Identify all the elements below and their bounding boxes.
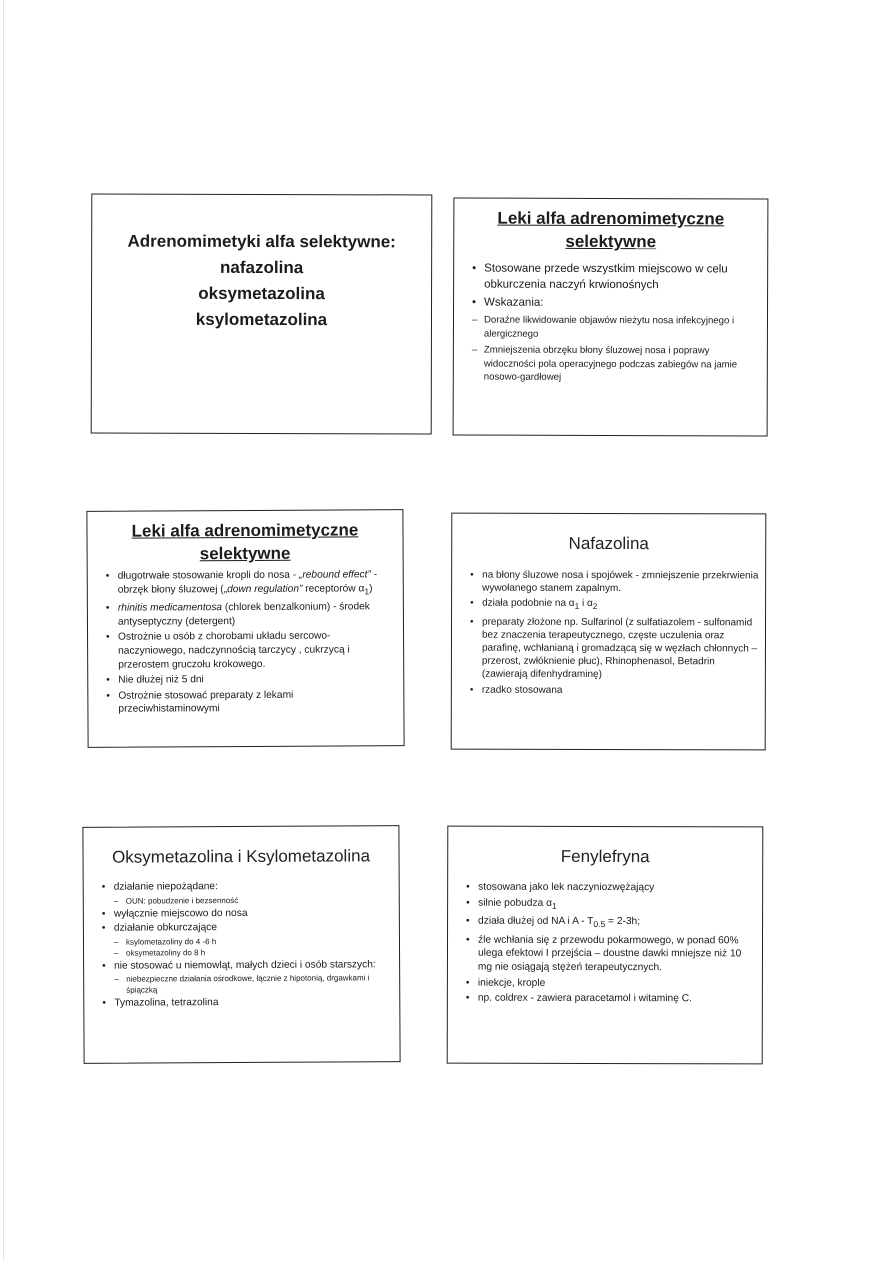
bullet-item <box>464 896 756 913</box>
slide-3-bullets <box>104 568 404 717</box>
slide-1-title-line: nafazolina <box>220 257 304 278</box>
sub-bullet-item: – ksylometazoliny do 4 -6 h <box>112 935 393 947</box>
bullet-item: • preparaty złożone np. Sulfarinol (z sulfatiazolem - sulfonamid bez znaczenia terapeutycznego, częste uczulenia oraz parafinę, wchłanianą i gromadzącą się w węzłach chłonnych – przerost, zwłóknienie płuc), Rhinophenasol, Betadrin (zawierają difenhydraminę) <box>468 615 759 682</box>
slide-2-bullets <box>470 261 767 312</box>
slide-2-title-line: selektywne <box>565 231 657 252</box>
bullet-item: • rzadko stosowana <box>468 683 759 697</box>
slide-6-bullets <box>464 881 762 1007</box>
slide-4-title: Nafazolina <box>568 533 649 554</box>
bullet-item: • nie stosować u niemowląt, małych dzieci i osób starszych: <box>100 958 393 973</box>
slide-1 <box>91 194 433 435</box>
subscript: 0.5 <box>593 919 606 930</box>
slide-4-bullets <box>468 569 765 698</box>
bullet-item: • działanie obkurczające <box>100 920 393 935</box>
slide-1-title-line: oksymetazolina <box>198 283 325 304</box>
slide-2-title-line: Leki alfa adrenomimetyczne <box>497 208 725 229</box>
bullet-item: • na błony śluzowe nosa i spojówek - zmniejszenie przekrwienia wywołanego stanem zapalnym. <box>468 569 759 596</box>
text-run: - obrzęk błony śluzowej („ <box>117 569 378 596</box>
bullet-item <box>104 568 397 600</box>
slide-6 <box>447 826 764 1065</box>
bullet-item: • Ostrożnie stosować preparaty z lekami przeciwhistaminowymi <box>104 688 397 717</box>
sub-bullet-item: – Zmniejszenia obrzęku błony śluzowej nosa i poprawy widoczności pola operacyjnego podczas zabiegów na jamie nosowo-gardłowej <box>470 344 761 386</box>
sub-list <box>100 973 399 997</box>
sub-bullet-item: – oksymetazoliny do 8 h <box>112 946 393 958</box>
sub-bullet-item: – OUN: pobudzenie i bezsenność <box>112 894 393 906</box>
bullet-item: • Tymazolina, tetrazolina <box>100 996 393 1011</box>
bullet-item: • Nie dłużej niż 5 dni <box>104 672 397 687</box>
sub-list <box>100 894 399 907</box>
bullet-item: • źle wchłania się z przewodu pokarmowego, w ponad 60% ulega efektowi I przejścia – doustne dawki mniejsze niż 10 mg nie osiągają stężeń terapeutycznych. <box>464 933 756 975</box>
slide-2 <box>453 197 769 436</box>
slide-3-title-line: Leki alfa adrenomimetyczne <box>131 520 359 541</box>
text-run-italic: down regulation” <box>227 583 303 595</box>
slide-2-title <box>454 206 767 253</box>
sub-list <box>100 935 399 959</box>
bullet-item: • Stosowane przede wszystkim miejscowo w celu obkurczenia naczyń krwionośnych <box>470 261 761 294</box>
scan-margin-line <box>3 0 4 1261</box>
text-run: i α <box>579 598 593 610</box>
bullet-item: • działanie niepożądane: <box>100 879 393 894</box>
text-run: długotrwałe stosowanie kropli do nosa - <box>117 569 299 582</box>
bullet-item: • stosowana jako lek naczyniozwężający <box>464 881 756 895</box>
slide-3-title <box>87 518 402 566</box>
slide-1-title <box>92 229 431 334</box>
text-run: (chlorek benzalkonium) - środek antyseptyczny (detergent) <box>117 601 370 628</box>
bullet-item: • wyłącznie miejscowo do nosa <box>100 906 393 921</box>
subscript: 2 <box>592 601 598 612</box>
text-run-italic: „rebound effect” <box>298 569 371 581</box>
slide-6-title: Fenylefryna <box>560 846 650 867</box>
slide-1-title-line: Adrenomimetyki alfa selektywne: <box>127 231 396 252</box>
sub-bullet-item: – Doraźne likwidowanie objawów nieżytu nosa infekcyjnego i alergicznego <box>470 314 761 342</box>
slide-3 <box>86 509 404 748</box>
slide-1-title-line: ksylometazolina <box>195 309 328 330</box>
slide-2-sub-bullets <box>470 314 767 386</box>
sub-bullet-item: – niebezpieczne działania ośrodkowe, łącznie z hipotonią, drgawkami i śpiączką <box>112 973 393 996</box>
text-run: ) <box>369 582 373 594</box>
text-run: działa podobnie na α <box>482 598 575 610</box>
subscript: 1 <box>364 585 370 597</box>
subscript: 1 <box>574 601 580 612</box>
bullet-item: • Ostrożnie u osób z chorobami układu sercowo-naczyniowego, nadczynnością tarczycy , cukrzycą i przerostem gruczołu krokowego. <box>104 630 397 672</box>
slide-3-title-line: selektywne <box>199 543 291 564</box>
bullet-item: • iniekcje, krople <box>464 976 756 990</box>
bullet-item: • Wskazania: <box>470 295 761 312</box>
slide-5 <box>82 825 400 1064</box>
text-run: działa dłużej od NA i A - T <box>478 915 594 928</box>
slide-4 <box>451 513 767 751</box>
bullet-item <box>468 597 759 614</box>
text-run: receptorów α <box>302 582 365 595</box>
bullet-item: • np. coldrex - zawiera paracetamol i witaminę C. <box>464 992 756 1006</box>
bullet-item <box>104 600 397 629</box>
slide-5-bullets <box>100 879 400 1011</box>
subscript: 1 <box>551 900 557 911</box>
text-run: silnie pobudza α <box>478 897 552 909</box>
text-run: = 2-3h; <box>605 916 641 928</box>
bullet-item <box>464 915 756 932</box>
text-run-italic: rhinitis medicamentosa <box>117 602 223 614</box>
slide-5-title: Oksymetazolina i Ksylometazolina <box>112 846 371 867</box>
